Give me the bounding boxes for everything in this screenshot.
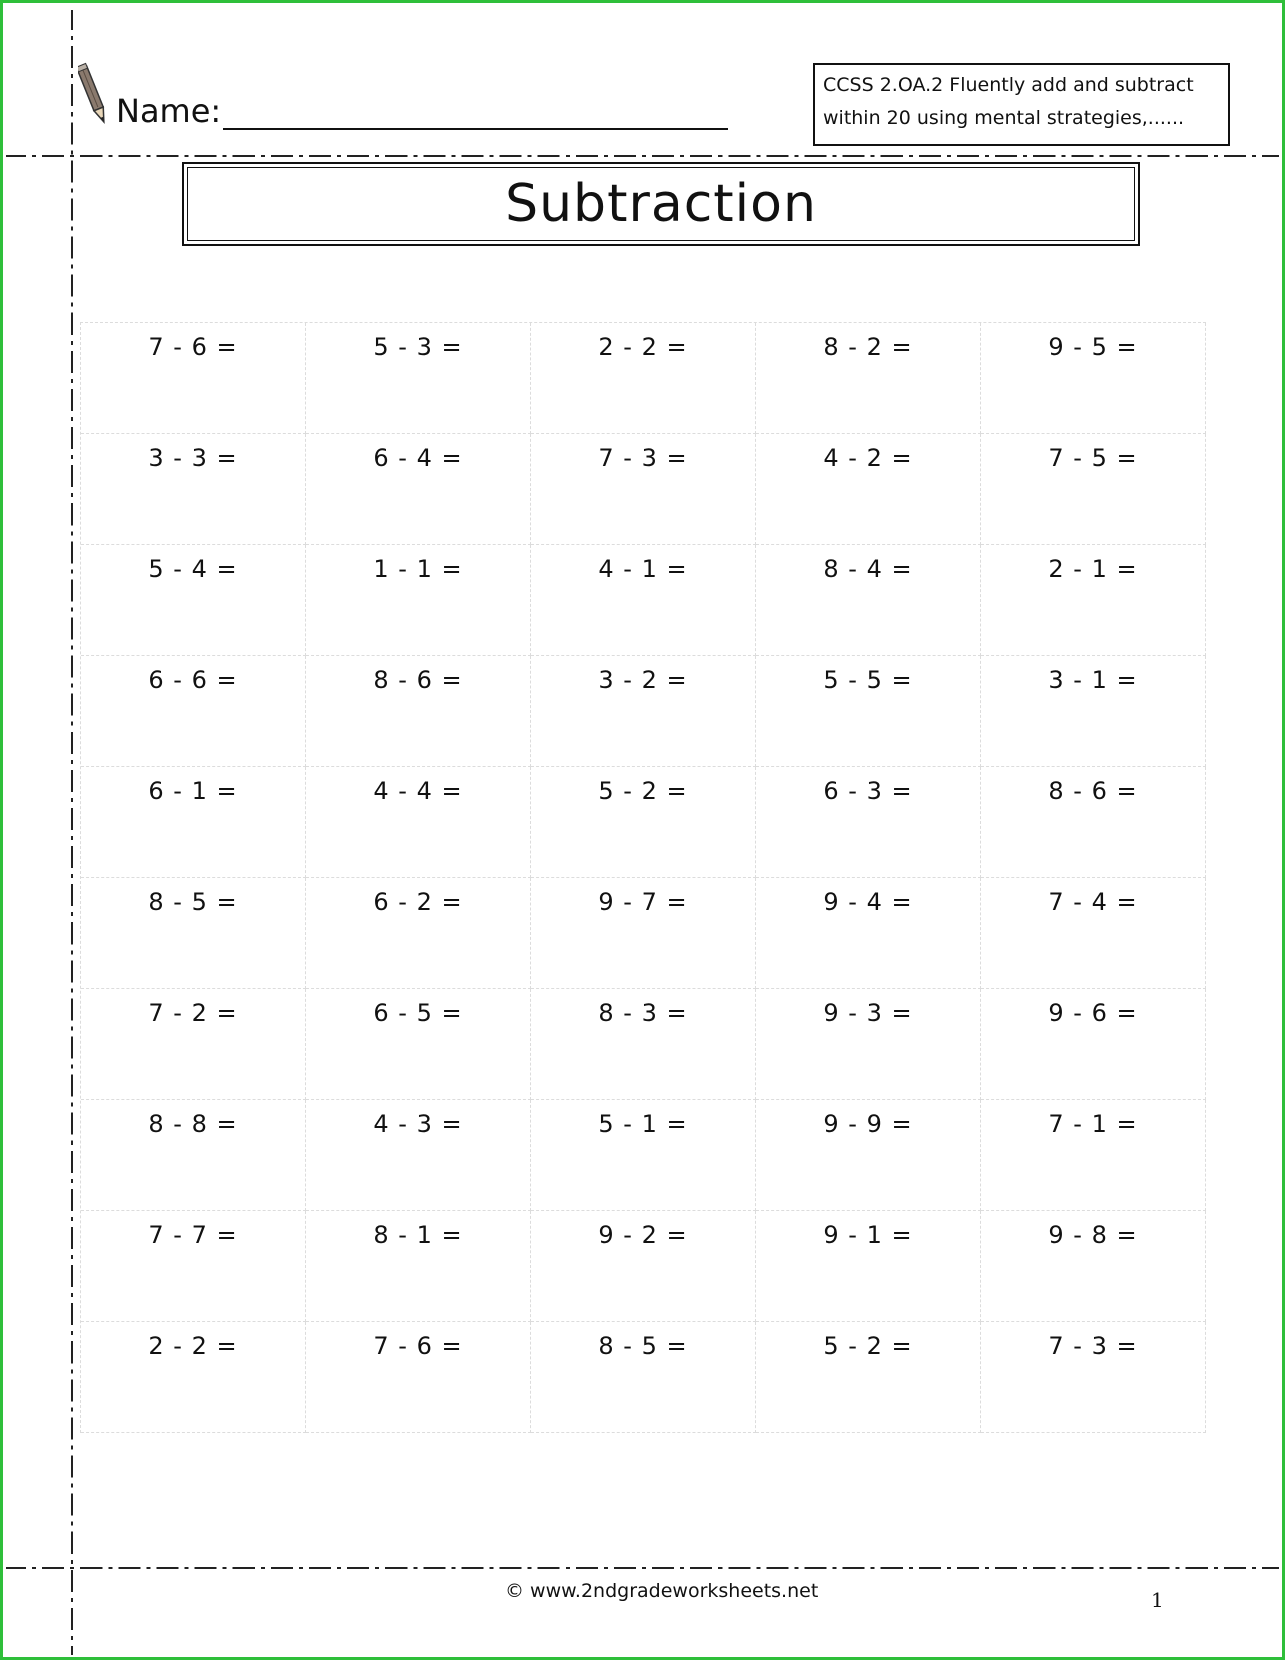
problem-cell — [531, 989, 756, 1100]
problem-text: 6 - 3 = — [823, 777, 913, 805]
problem-text: 9 - 3 = — [823, 999, 913, 1027]
problem-cell — [306, 323, 531, 434]
problem-text: 7 - 6 = — [148, 333, 238, 361]
footer-credit: © www.2ndgradeworksheets.net — [505, 1580, 819, 1602]
problem-cell — [756, 1211, 981, 1322]
problem-text: 8 - 2 = — [823, 333, 913, 361]
problem-text: 9 - 1 = — [823, 1221, 913, 1249]
problem-cell — [981, 878, 1206, 989]
name-field — [116, 92, 728, 130]
problem-cell — [81, 1100, 306, 1211]
problem-text: 5 - 4 = — [148, 555, 238, 583]
problem-cell — [756, 545, 981, 656]
problem-cell — [981, 545, 1206, 656]
problem-cell — [981, 989, 1206, 1100]
problem-text: 7 - 3 = — [598, 444, 688, 472]
problem-text: 7 - 4 = — [1048, 888, 1138, 916]
name-label: Name: — [116, 92, 222, 130]
problem-cell — [306, 1322, 531, 1433]
problem-cell — [756, 323, 981, 434]
problem-cell — [306, 656, 531, 767]
problem-text: 6 - 5 = — [373, 999, 463, 1027]
problem-cell — [531, 878, 756, 989]
problem-grid — [80, 322, 1206, 1433]
problem-text: 1 - 1 = — [373, 555, 463, 583]
problem-text: 8 - 4 = — [823, 555, 913, 583]
problem-cell — [981, 434, 1206, 545]
problem-text: 7 - 3 = — [1048, 1332, 1138, 1360]
problem-cell — [756, 989, 981, 1100]
problem-text: 5 - 2 = — [598, 777, 688, 805]
pencil-icon — [78, 62, 108, 132]
problem-cell — [81, 545, 306, 656]
problem-text: 2 - 2 = — [148, 1332, 238, 1360]
problem-cell — [531, 1100, 756, 1211]
problem-cell — [531, 1322, 756, 1433]
problem-cell — [306, 989, 531, 1100]
problem-cell — [756, 656, 981, 767]
problem-cell — [756, 1322, 981, 1433]
standard-box: CCSS 2.OA.2 Fluently add and subtract within 20 using mental strategies,...... — [813, 63, 1230, 146]
problem-text: 4 - 2 = — [823, 444, 913, 472]
problem-text: 5 - 3 = — [373, 333, 463, 361]
problem-text: 7 - 5 = — [1048, 444, 1138, 472]
problem-text: 9 - 9 = — [823, 1110, 913, 1138]
title-box — [182, 162, 1140, 246]
name-line[interactable] — [223, 92, 728, 130]
problem-text: 9 - 5 = — [1048, 333, 1138, 361]
margin-guide-line — [71, 10, 73, 1655]
problem-text: 6 - 6 = — [148, 666, 238, 694]
problem-text: 9 - 2 = — [598, 1221, 688, 1249]
problem-cell — [756, 767, 981, 878]
problem-cell — [306, 1211, 531, 1322]
problem-text: 2 - 1 = — [1048, 555, 1138, 583]
problem-cell — [306, 767, 531, 878]
problem-text: 9 - 7 = — [598, 888, 688, 916]
problem-text: 5 - 2 = — [823, 1332, 913, 1360]
problem-text: 7 - 6 = — [373, 1332, 463, 1360]
problem-text: 4 - 3 = — [373, 1110, 463, 1138]
problem-text: 4 - 1 = — [598, 555, 688, 583]
bottom-guide-line — [6, 1567, 1279, 1569]
problem-text: 8 - 8 = — [148, 1110, 238, 1138]
problem-cell — [306, 434, 531, 545]
problem-cell — [81, 878, 306, 989]
problem-text: 8 - 6 = — [373, 666, 463, 694]
problem-text: 8 - 3 = — [598, 999, 688, 1027]
problem-text: 6 - 4 = — [373, 444, 463, 472]
problem-cell — [81, 434, 306, 545]
problem-text: 6 - 1 = — [148, 777, 238, 805]
problem-cell — [531, 545, 756, 656]
problem-cell — [981, 767, 1206, 878]
problem-cell — [981, 1100, 1206, 1211]
problem-cell — [81, 323, 306, 434]
page-number: 1 — [1151, 1588, 1164, 1612]
problem-cell — [531, 323, 756, 434]
problem-cell — [756, 1100, 981, 1211]
top-guide-line — [6, 155, 1279, 157]
problem-cell — [531, 1211, 756, 1322]
problem-cell — [981, 323, 1206, 434]
problem-text: 5 - 5 = — [823, 666, 913, 694]
problem-cell — [981, 1322, 1206, 1433]
problem-cell — [531, 656, 756, 767]
problem-cell — [306, 1100, 531, 1211]
problem-text: 3 - 3 = — [148, 444, 238, 472]
problem-text: 2 - 2 = — [598, 333, 688, 361]
problem-cell — [756, 878, 981, 989]
problem-text: 7 - 1 = — [1048, 1110, 1138, 1138]
problem-text: 8 - 5 = — [598, 1332, 688, 1360]
problem-cell — [81, 1322, 306, 1433]
problem-text: 7 - 2 = — [148, 999, 238, 1027]
problem-cell — [981, 656, 1206, 767]
problem-text: 7 - 7 = — [148, 1221, 238, 1249]
problem-text: 8 - 1 = — [373, 1221, 463, 1249]
problem-cell — [981, 1211, 1206, 1322]
problem-text: 8 - 5 = — [148, 888, 238, 916]
problem-text: 3 - 2 = — [598, 666, 688, 694]
problem-cell — [81, 1211, 306, 1322]
problem-text: 9 - 6 = — [1048, 999, 1138, 1027]
problem-cell — [306, 878, 531, 989]
problem-cell — [756, 434, 981, 545]
page-title: Subtraction — [187, 167, 1135, 241]
problem-cell — [306, 545, 531, 656]
problem-cell — [81, 656, 306, 767]
problem-text: 9 - 8 = — [1048, 1221, 1138, 1249]
problem-cell — [81, 767, 306, 878]
problem-cell — [81, 989, 306, 1100]
problem-text: 9 - 4 = — [823, 888, 913, 916]
problem-cell — [531, 767, 756, 878]
problem-text: 8 - 6 = — [1048, 777, 1138, 805]
problem-text: 3 - 1 = — [1048, 666, 1138, 694]
problem-cell — [531, 434, 756, 545]
problem-text: 4 - 4 = — [373, 777, 463, 805]
problem-text: 5 - 1 = — [598, 1110, 688, 1138]
problem-text: 6 - 2 = — [373, 888, 463, 916]
